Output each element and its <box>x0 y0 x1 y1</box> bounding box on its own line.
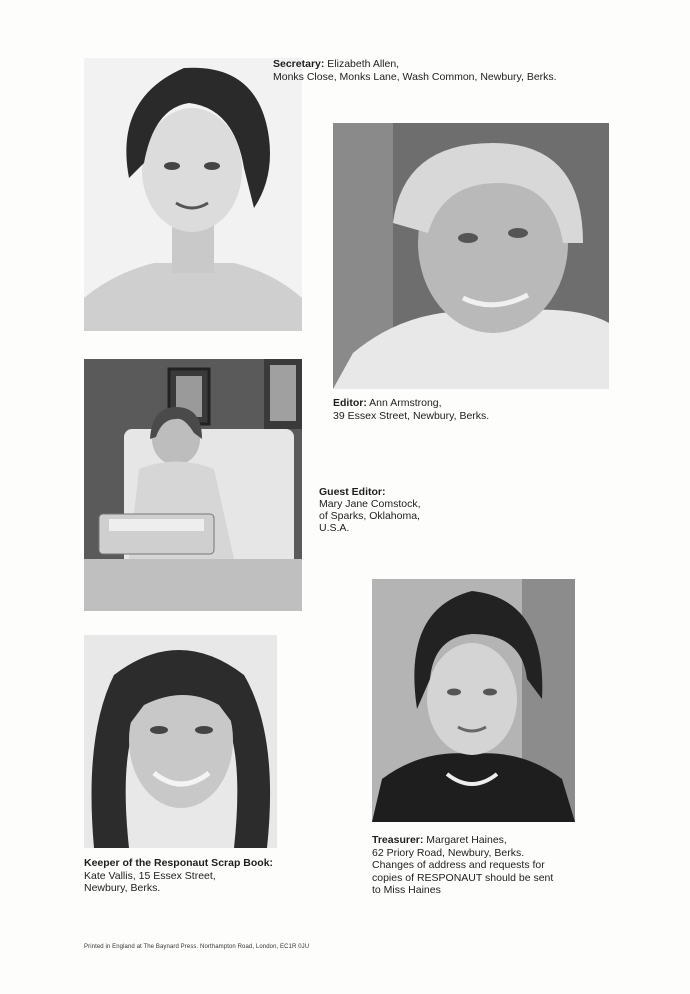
treasurer-address: 62 Priory Road, Newbury, Berks. <box>372 846 525 859</box>
secretary-caption <box>273 58 557 83</box>
keeper-role: Keeper of the Responaut Scrap Book: <box>84 857 274 869</box>
secretary-photo <box>84 58 302 331</box>
guest-editor-role: Guest Editor: <box>319 486 386 498</box>
guest-editor-line3: U.S.A. <box>319 522 350 534</box>
guest-editor-photo <box>84 359 302 611</box>
keeper-photo <box>84 635 277 848</box>
secretary-address: Monks Close, Monks Lane, Wash Common, Newbury, Berks. <box>273 70 557 83</box>
editor-name: Ann Armstrong, <box>369 397 442 409</box>
keeper-line1: Kate Vallis, 15 Essex Street, <box>84 869 216 882</box>
editor-role: Editor: <box>333 397 367 409</box>
treasurer-note-line1: Changes of address and requests for <box>372 859 545 871</box>
editor-photo <box>333 123 609 389</box>
treasurer-caption <box>372 834 553 897</box>
treasurer-note-line2: copies of RESPONAUT should be sent <box>372 871 554 884</box>
treasurer-role: Treasurer: <box>372 834 424 846</box>
keeper-caption <box>84 857 273 895</box>
secretary-role: Secretary: <box>273 58 325 70</box>
guest-editor-caption <box>319 486 421 534</box>
keeper-line2: Newbury, Berks. <box>84 882 161 894</box>
editor-caption <box>333 397 489 422</box>
editor-address: 39 Essex Street, Newbury, Berks. <box>333 409 490 422</box>
treasurer-note-line3: to Miss Haines <box>372 884 441 896</box>
guest-editor-line2: of Sparks, Oklahoma, <box>319 510 420 522</box>
treasurer-photo <box>372 579 575 822</box>
treasurer-name: Margaret Haines, <box>426 834 507 846</box>
printer-imprint: Printed in England at The Baynard Press. Northampton Road, London, EC1R 0JU <box>84 944 310 950</box>
guest-editor-line1: Mary Jane Comstock, <box>319 498 421 510</box>
secretary-name: Elizabeth Allen, <box>327 58 400 70</box>
